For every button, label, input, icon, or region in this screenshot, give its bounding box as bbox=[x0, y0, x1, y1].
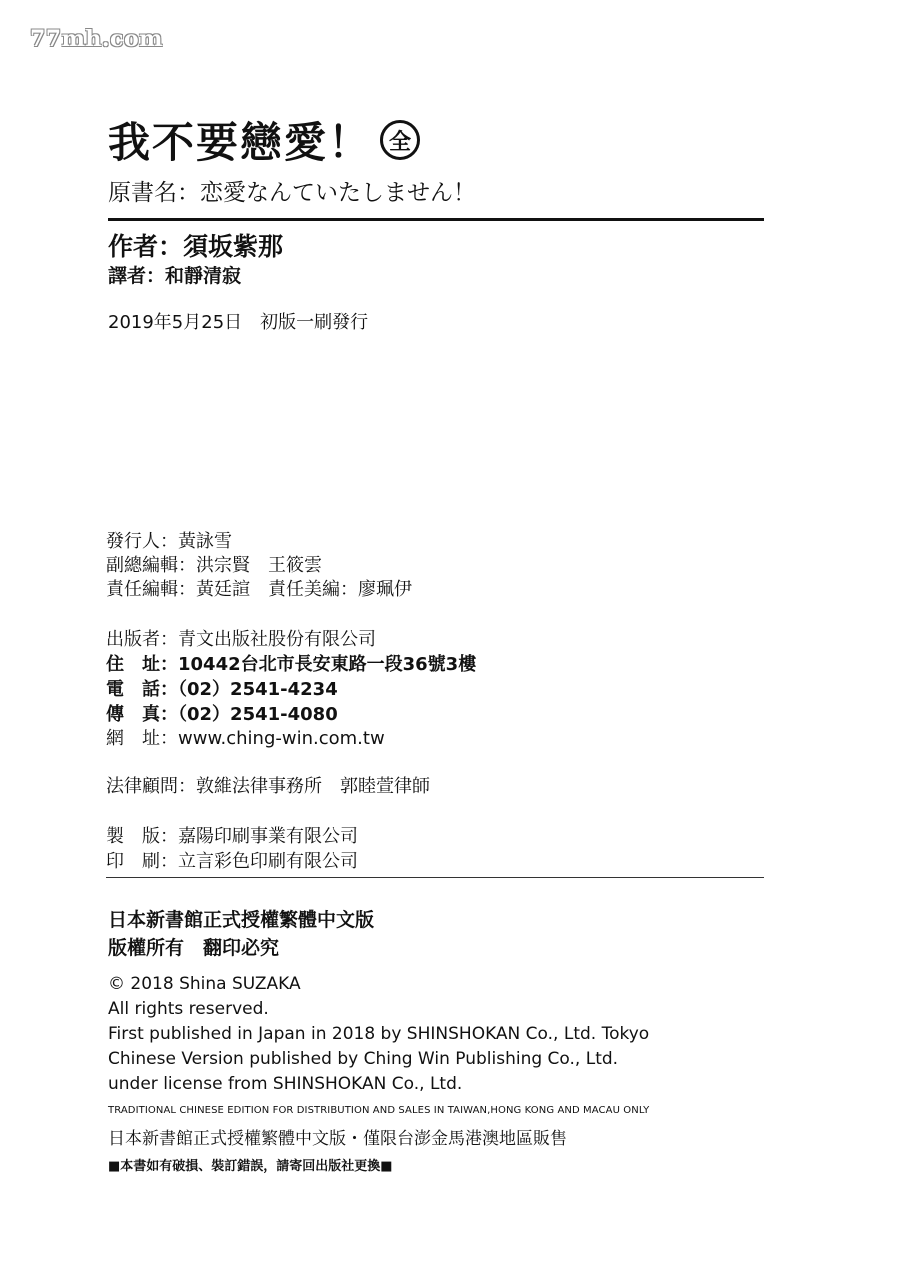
volume-complete-badge: 全 bbox=[380, 120, 420, 160]
original-title: 原書名：恋愛なんていたしません！ bbox=[108, 180, 476, 206]
return-notice: ■本書如有破損、裝訂錯誤，請寄回出版社更換■ bbox=[108, 1159, 393, 1174]
publisher-fax: 傳 真：（02）2541-4080 bbox=[106, 704, 338, 725]
printing-company: 印 刷：立言彩色印刷有限公司 bbox=[106, 851, 358, 872]
edition-date: 2019年5月25日 初版一刷發行 bbox=[108, 312, 369, 333]
license-from-line: under license from SHINSHOKAN Co., Ltd. bbox=[108, 1074, 463, 1094]
title-block bbox=[108, 110, 420, 170]
publisher-phone: 電 話：（02）2541-4234 bbox=[106, 679, 338, 700]
rights-statement: 版權所有 翻印必究 bbox=[108, 937, 280, 959]
translator-line: 譯者：和靜清寂 bbox=[108, 265, 242, 287]
distribution-chinese: 日本新書館正式授權繁體中文版・僅限台澎金馬港澳地區販售 bbox=[108, 1129, 567, 1149]
title-divider bbox=[108, 218, 764, 221]
copyright-line: © 2018 Shina SUZAKA bbox=[108, 974, 301, 994]
plate-making: 製 版：嘉陽印刷事業有限公司 bbox=[106, 826, 358, 847]
rights-reserved-line: All rights reserved. bbox=[108, 999, 269, 1019]
publisher-person: 發行人：黃詠雪 bbox=[106, 531, 232, 552]
watermark-text: 77mh.com bbox=[30, 26, 163, 52]
publisher-address: 住 址：10442台北市長安東路一段36號3樓 bbox=[106, 654, 477, 675]
chinese-version-line: Chinese Version published by Ching Win Publishing Co., Ltd. bbox=[108, 1049, 619, 1069]
first-published-line: First published in Japan in 2018 by SHINSHOKAN Co., Ltd. Tokyo bbox=[108, 1024, 650, 1044]
responsible-editors: 責任編輯：黃廷諠 責任美編：廖珮伊 bbox=[106, 579, 412, 600]
deputy-editors: 副總編輯：洪宗賢 王筱雲 bbox=[106, 555, 322, 576]
distribution-english: TRADITIONAL CHINESE EDITION FOR DISTRIBUTION AND SALES IN TAIWAN,HONG KONG AND MACAU ONLY bbox=[108, 1105, 650, 1116]
publisher-company: 出版者：青文出版社股份有限公司 bbox=[106, 629, 376, 650]
publisher-website: 網 址：www.ching-win.com.tw bbox=[106, 728, 385, 749]
legal-advisor: 法律顧問：敦維法律事務所 郭睦萱律師 bbox=[106, 776, 430, 797]
section-divider bbox=[106, 877, 764, 878]
book-title: 我不要戀愛！ bbox=[108, 118, 373, 167]
author-line: 作者：須坂紫那 bbox=[108, 232, 284, 261]
license-statement: 日本新書館正式授權繁體中文版 bbox=[108, 909, 375, 931]
